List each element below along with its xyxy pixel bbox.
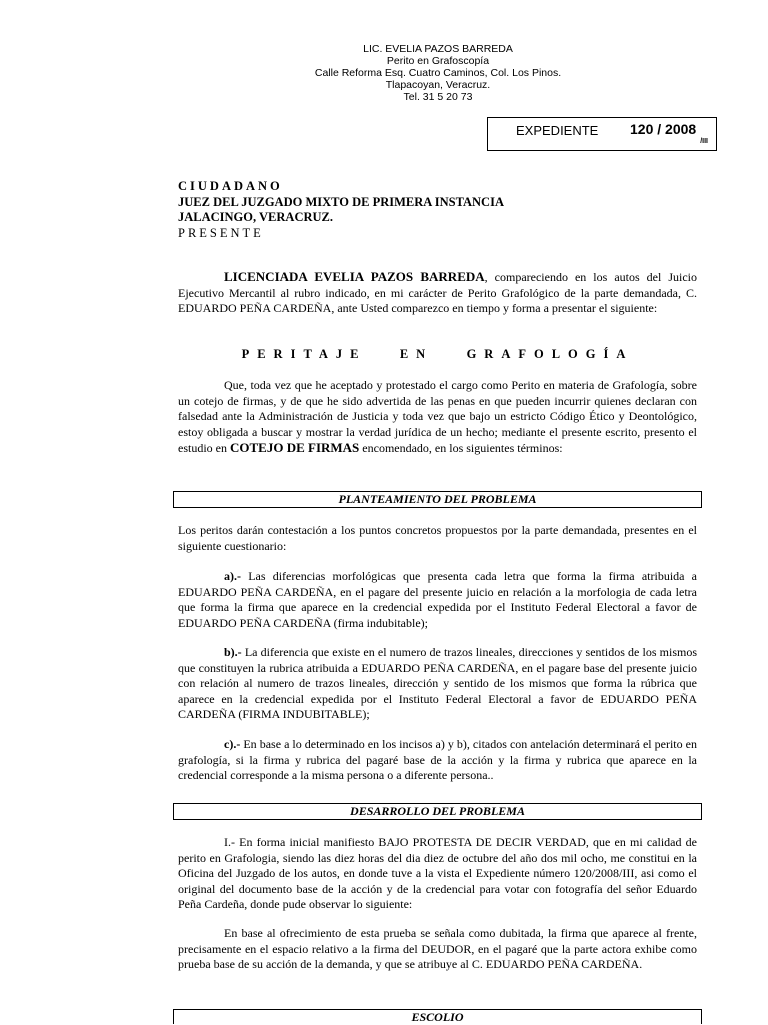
item-b	[178, 645, 697, 723]
letterhead-phone: Tel. 31 5 20 73	[403, 91, 473, 103]
intro-name: LICENCIADA EVELIA PAZOS BARREDA	[224, 269, 485, 284]
item-b-label: b).-	[224, 645, 242, 659]
letterhead-city: Tlapacoyan, Veracruz.	[385, 79, 491, 91]
item-a	[178, 569, 697, 631]
que-paragraph	[178, 378, 697, 457]
section-desarrollo: DESARROLLO DEL PROBLEMA	[173, 803, 702, 820]
expediente-number: 120 / 2008	[630, 121, 697, 137]
recipient-judge: JUEZ DEL JUZGADO MIXTO DE PRIMERA INSTANCIA	[178, 194, 504, 209]
recipient-ciudadano: CIUDADANO	[178, 179, 283, 193]
letterhead-address: Calle Reforma Esq. Cuatro Caminos, Col. Los Pinos.	[314, 67, 562, 79]
section-escolio: ESCOLIO	[173, 1009, 702, 1024]
recipient-place: JALACINGO, VERACRUZ.	[178, 210, 333, 224]
que-text: Que, toda vez que he aceptado y protestado el cargo como Perito en materia de Grafología, sobre un cotejo de firmas, y de que he sido advertida de las penas en que pueden incurrir quienes declaran con falsedad ante la Administración de Justicia y toda vez que bajo un estricto Código Ético y Deontológico, estoy obligada a buscar y mostrar la verdad jurídica de un hecho; mediante el presente escrito, presento el estudio en	[178, 378, 697, 455]
letterhead-title: Perito en Grafoscopía	[386, 55, 490, 67]
que-tail: encomendado, en los siguientes términos:	[359, 441, 563, 455]
recipient-presente: PRESENTE	[178, 225, 264, 240]
recipient-block	[178, 179, 504, 241]
intro-paragraph	[178, 269, 697, 317]
item-c	[178, 737, 697, 784]
item-b-text: La diferencia que existe en el numero de trazos lineales, direcciones y sentidos de los mismos que constituyen la rubrica atribuida a EDUARDO PEÑA CARDEÑA, en el pagare base del presente juicio con relación al numero de trazos lineales, dirección y sentido de los mismos que forma la rúbrica que aparece en la credencial expedida por el Instituto Federal Electoral a favor de EDUARDO PEÑA CARDEÑA (FIRMA INDUBITABLE);	[178, 645, 697, 721]
letterhead-name: LIC. EVELIA PAZOS BARREDA	[363, 43, 513, 55]
item-c-text: En base a lo determinado en los incisos a) y b), citados con antelación determinará el perito en grafología, si la firma y rubrica del pagaré base de la acción y la firma y rubrica que aparece en la credencial corresponde a la misma persona o a diferente persona..	[178, 737, 697, 782]
expediente-box	[487, 117, 717, 151]
expediente-suffix: /III	[700, 138, 708, 145]
desarrollo-paragraph-2: En base al ofrecimiento de esta prueba se señala como dubitada, la firma que aparece al frente, precisamente en el espacio relativo a la firma del DEUDOR, en el pagaré que la parte actora exhibe como prueba base de su acción de la demanda, y que se atribuye al C. EDUARDO PEÑA CARDEÑA.	[178, 926, 697, 971]
letterhead	[0, 43, 768, 103]
desarrollo-paragraph-1: I.- En forma inicial manifiesto BAJO PROTESTA DE DECIR VERDAD, que en mi calidad de perito en Grafologia, siendo las diez horas del dia diez de octubre del año dos mil ocho, me constitui en la Oficina del Juzgado de los autos, en donde tuve a la vista el Expediente número 120/2008/III, asi como el original del documento base de la acción y de la credencial para votar con fotografía del señor Eduardo Peña Cardeña, donde pude observar lo siguiente:	[178, 835, 697, 911]
peritos-paragraph: Los peritos darán contestación a los puntos concretos propuestos por la parte demandada, presentes en el siguiente cuestionario:	[178, 523, 697, 553]
expediente-label: EXPEDIENTE	[516, 123, 599, 138]
intro-text: , compareciendo en los autos del Juicio Ejecutivo Mercantil al rubro indicado, en mi carácter de Perito Grafológico de la parte demandada, C. EDUARDO PEÑA CARDEÑA, ante Usted comparezco en tiempo y forma a presentar el siguiente:	[178, 270, 697, 315]
item-a-label: a).-	[224, 569, 241, 583]
que-bold: COTEJO DE FIRMAS	[230, 440, 360, 455]
peritaje-title: PERITAJE EN GRAFOLOGÍA	[241, 347, 634, 361]
item-a-text: Las diferencias morfológicas que presenta cada letra que forma la firma atribuida a EDUARDO PEÑA CARDEÑA, en el pagare del presente juicio en relación a la morfologia de cada letra que forma la firma que aparece en la credencial expedida por el Instituto Federal Electoral a favor de EDUARDO PEÑA CARDEÑA (firma indubitable);	[178, 569, 697, 630]
section-planteamiento: PLANTEAMIENTO DEL PROBLEMA	[173, 491, 702, 508]
item-c-label: c).-	[224, 737, 241, 751]
